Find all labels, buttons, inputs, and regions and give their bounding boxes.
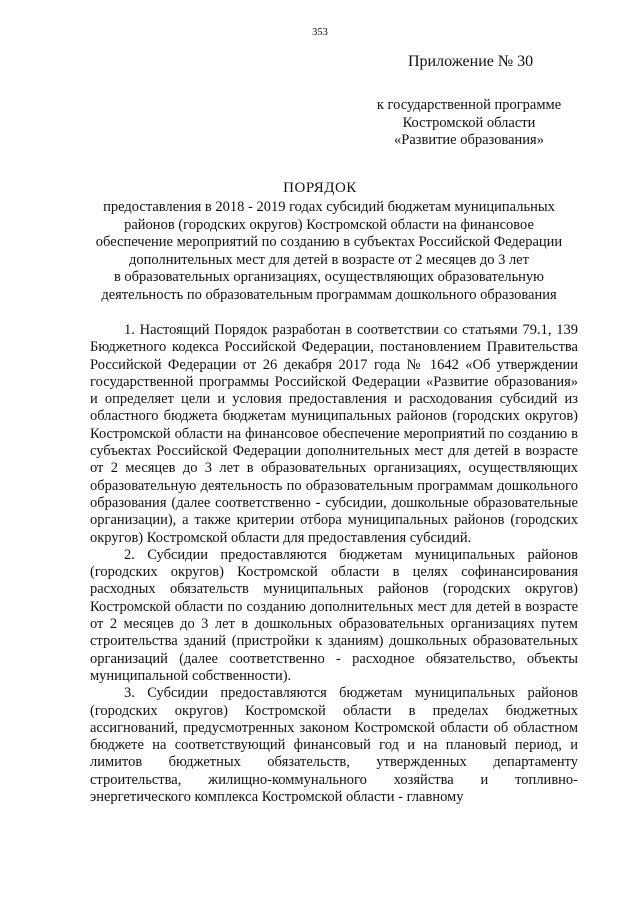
page-number: 353 (312, 27, 328, 38)
subtitle-line: деятельность по образовательным программам дошкольного образования (101, 286, 557, 303)
subtitle-line: в образовательных организациях, осуществляющих образовательную (113, 269, 545, 285)
paragraph-3: 3. Субсидии предоставляются бюджетам муниципальных районов (городских округов) Костромской области в пределах бюджетных ассигнований, предусмотренных законом Костромской области об областном бюджете на соответствующий финансовый год и на плановый период, и лимитов бюджетных обязательств, утвержденных департаменту строительства, жилищно-коммунального хозяйства и топливно-энергетического комплекса Костромской области - главному (90, 685, 578, 806)
subtitle-line: предоставления в 2018 - 2019 годах субсидий бюджетам муниципальных (103, 199, 555, 215)
subtitle-line: обеспечение мероприятий по созданию в субъектах Российской Федерации (95, 234, 563, 250)
appendix-label: Приложение № 30 (408, 53, 534, 70)
program-line: «Развитие образования» (394, 132, 544, 148)
subtitle-line: дополнительных мест для детей в возрасте от 2 месяцев до 3 лет (129, 251, 529, 268)
document-subtitle (70, 199, 588, 304)
document-body (90, 322, 578, 806)
paragraph-1: 1. Настоящий Порядок разработан в соответствии со статьями 79.1, 139 Бюджетного кодекса Российской Федерации, постановлением Правительства Российской Федерации от 26 декабря 2017 года № 1642 «Об утверждении государственной программы Российской Федерации «Развитие образования» и определяет цели и условия предоставления и расходования субсидий из областного бюджета бюджетам муниципальных районов (городских округов) Костромской области на финансовое обеспечение мероприятий по созданию в субъектах Российской Федерации дополнительных мест для детей в возрасте от 2 месяцев до 3 лет в образовательных организациях, осуществляющих образовательную деятельность по образовательным программам дошкольного образования (далее соответственно - субсидии, дошкольные образовательные организации), а также критерии отбора муниципальных районов (городских округов) Костромской области для предоставления субсидий. (90, 322, 578, 546)
program-line: к государственной программе (376, 97, 562, 113)
document-title: ПОРЯДОК (283, 180, 357, 196)
paragraph-2: 2. Субсидии предоставляются бюджетам муниципальных районов (городских округов) Костромской области в целях софинансирования расходных обязательств муниципальных районов (городских округов) Костромской области по созданию дополнительных мест для детей в возрасте от 2 месяцев до 3 лет в дошкольных образовательных организациях путем строительства зданий (пристройки к зданиям) дошкольных образовательных организаций (далее соответственно - расходное обязательство, объекты муниципальной собственности). (90, 546, 578, 684)
program-line: Костромской области (402, 114, 536, 131)
subtitle-line: районов (городских округов) Костромской области на финансовое (124, 216, 534, 233)
program-reference (350, 97, 588, 150)
